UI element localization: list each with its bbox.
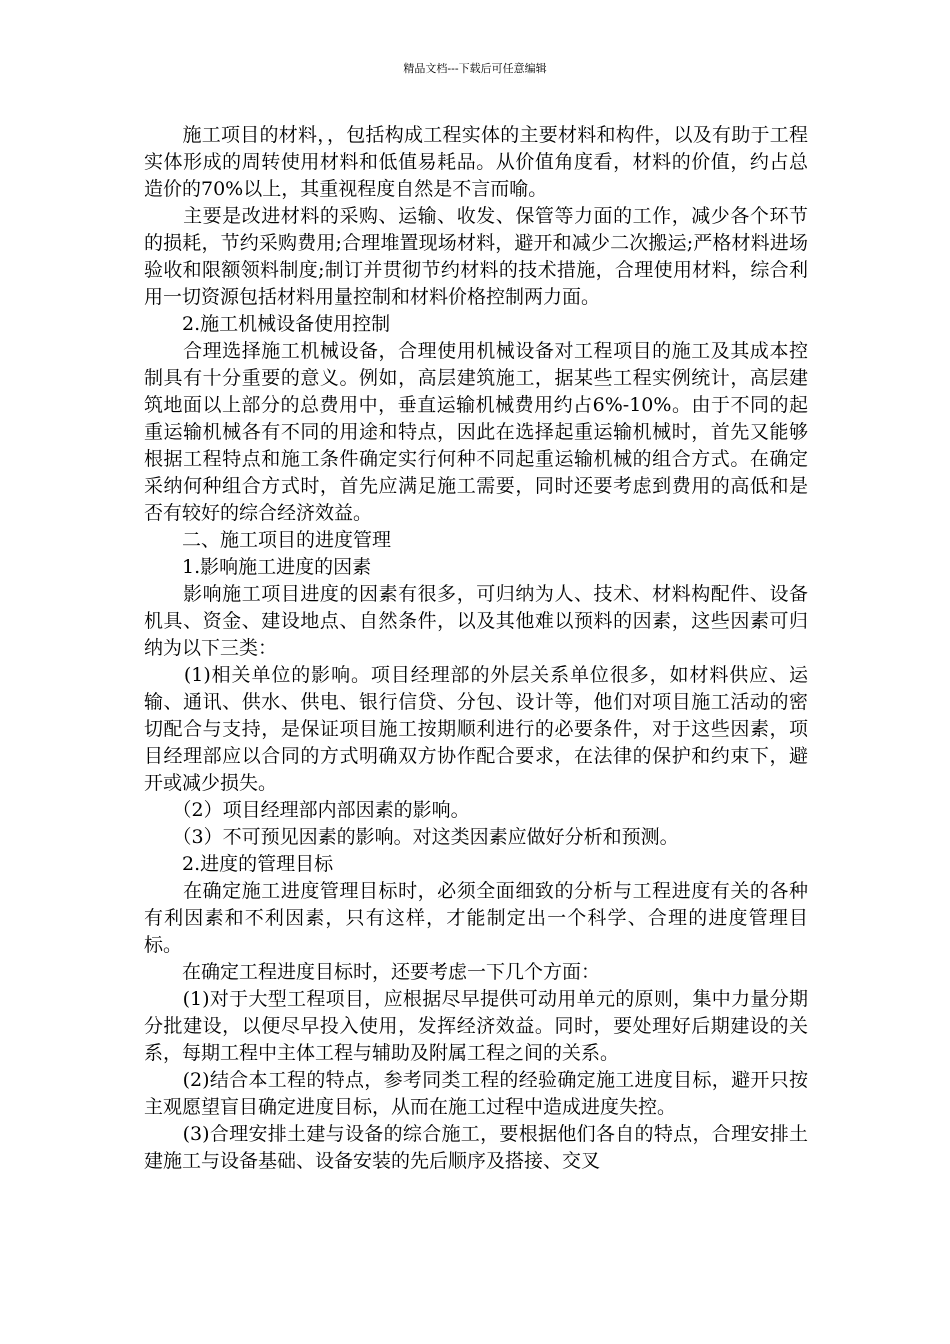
paragraph-materials-measures: 主要是改进材料的采购、运输、收发、保管等力面的工作，减少各个环节的损耗，节约采购费用;合理堆置现场材料，避开和减少二次搬运;严格材料进场验收和限额领料制度;制订并贯彻节约材料的技术措施，合理使用材料，综合利用一切资源包括材料用量控制和材料价格控制两力面。 [144,205,808,308]
paragraph-materials-intro: 施工项目的材料，，包括构成工程实体的主要材料和构件，以及有助于工程实体形成的周转使用材料和低值易耗品。从价值角度看，材料的价值，约占总造价的70%以上，其重视程度自然是不言而喻。 [144,124,808,200]
heading-schedule-management: 二、施工项目的进度管理 [144,529,392,551]
list-item-unforeseen-factors: （3）不可预见因素的影响。对这类因素应做好分析和预测。 [144,826,679,848]
paragraph-objectives-analysis: 在确定施工进度管理目标时，必须全面细致的分析与工程进度有关的各种有利因素和不利因素，只有这样，才能制定出一个科学、合理的进度管理目标。 [144,880,808,956]
heading-machinery-control: 2.施工机械设备使用控制 [144,313,391,335]
list-item-internal-factors: （2）项目经理部内部因素的影响。 [144,799,470,821]
list-item-combined-construction: (3)合理安排土建与设备的综合施工，要根据他们各自的特点，合理安排土建施工与设备基础、设备安装的先后顺序及搭接、交叉 [144,1123,808,1172]
paragraph-schedule-factors: 影响施工项目进度的因素有很多，可归纳为人、技术、材料构配件、设备机具、资金、建设地点、自然条件，以及其他难以预料的因素，这些因素可归纳为以下三类： [144,583,808,659]
heading-schedule-factors: 1.影响施工进度的因素 [144,556,372,578]
list-item-related-units: (1)相关单位的影响。项目经理部的外层关系单位很多，如材料供应、运输、通讯、供水、供电、银行信贷、分包、设计等，他们对项目施工活动的密切配合与支持，是保证项目施工按期顺利进行的必要条件，对于这些因素，项目经理部应以合同的方式明确双方协作配合要求，在法律的保护和约束下，避开或减少损失。 [144,664,808,794]
paragraph-objectives-aspects: 在确定工程进度目标时，还要考虑一下几个方面： [144,961,601,983]
document-body [144,122,808,1175]
paragraph-machinery-selection: 合理选择施工机械设备，合理使用机械设备对工程项目的施工及其成本控制具有十分重要的意义。例如，高层建筑施工，据某些工程实例统计，高层建筑地面以上部分的总费用中，垂直运输机械费用约占6%-10%。由于不同的起重运输机械各有不同的用途和特点，因此在选择起重运输机械时，首先又能够根据工程特点和施工条件确定实行何种不同起重运输机械的组合方式。在确定采纳何种组合方式时，首先应满足施工需要，同时还要考虑到费用的高低和是否有较好的综合经济效益。 [144,340,808,524]
list-item-project-features: (2)结合本工程的特点，参考同类工程的经验确定施工进度目标，避开只按主观愿望盲目确定进度目标，从而在施工过程中造成进度失控。 [144,1069,808,1118]
list-item-large-projects: (1)对于大型工程项目，应根据尽早提供可动用单元的原则，集中力量分期分批建设，以便尽早投入使用，发挥经济效益。同时，要处理好后期建设的关系，每期工程中主体工程与辅助及附属工程之间的关系。 [144,988,808,1064]
page-header: 精品文档---下载后可任意编辑 [403,62,547,75]
heading-schedule-objectives: 2.进度的管理目标 [144,853,334,875]
